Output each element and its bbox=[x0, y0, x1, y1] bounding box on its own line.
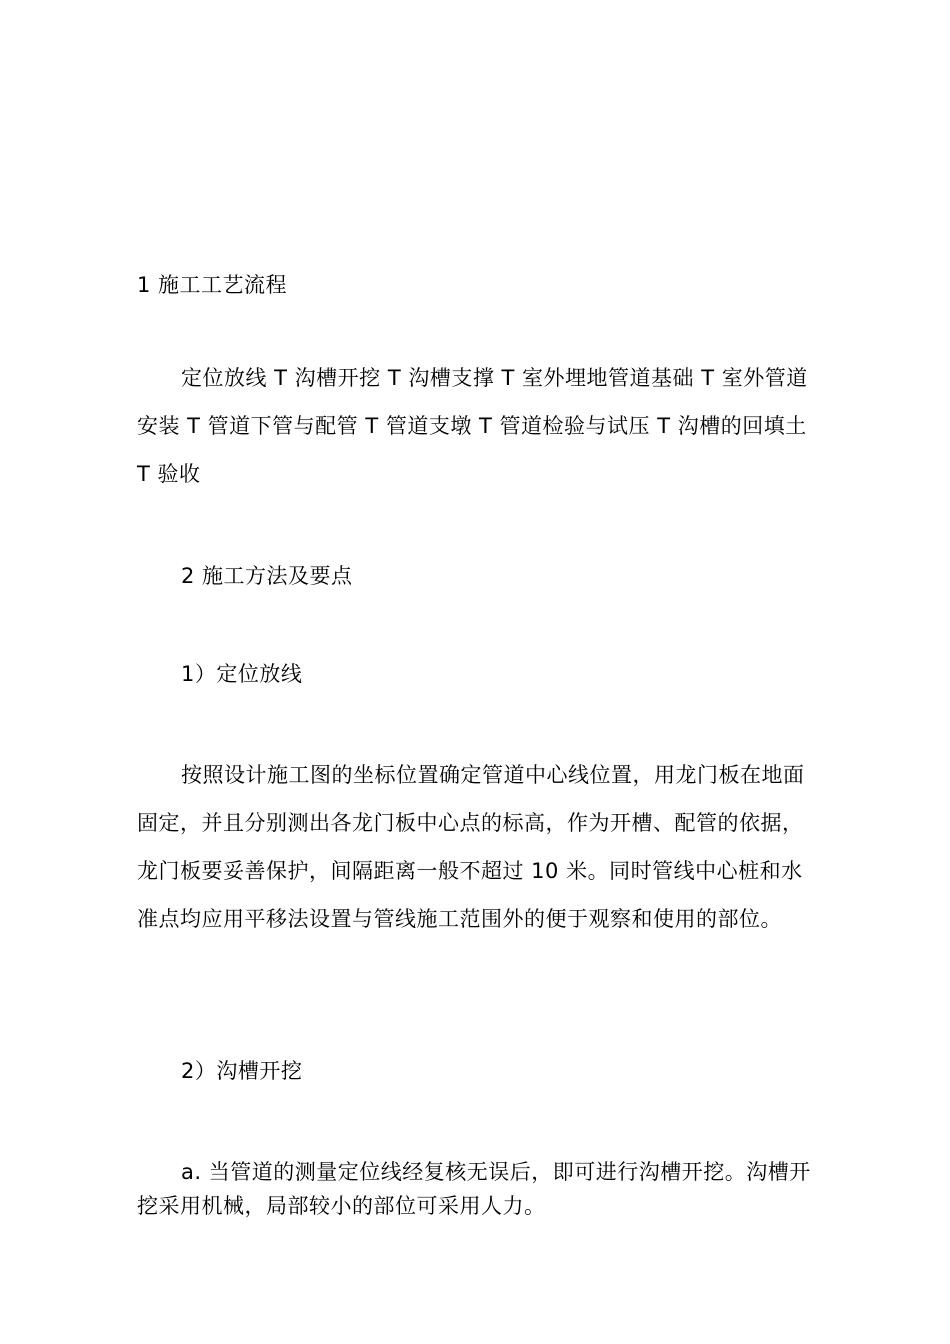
process-flow-paragraph: 定位放线 T 沟槽开挖 T 沟槽支撑 T 室外埋地管道基础 T 室外管道安装 T 管道下管与配管 T 管道支墩 T 管道检验与试压 T 沟槽的回填土 T 验收 bbox=[137, 366, 814, 486]
section2-heading: 2 施工方法及要点 bbox=[181, 564, 353, 588]
section1-heading: 1 施工工艺流程 bbox=[137, 273, 288, 297]
subsection1-body: 按照设计施工图的坐标位置确定管道中心线位置，用龙门板在地面固定，并且分别测出各龙门板中心点的标高，作为开槽、配管的依据，龙门板要妥善保护，间隔距离一般不超过 10 米。同时管线中心桩和水准点均应用平移法设置与管线施工范围外的便于观察和使用的部位。 bbox=[137, 763, 805, 931]
subsection1-heading: 1）定位放线 bbox=[181, 662, 303, 686]
subsection2-heading: 2）沟槽开挖 bbox=[181, 1059, 303, 1083]
subsection2-item-a: a. 当管道的测量定位线经复核无误后，即可进行沟槽开挖。沟槽开挖采用机械，局部较小的部位可采用人力。 bbox=[137, 1160, 811, 1218]
